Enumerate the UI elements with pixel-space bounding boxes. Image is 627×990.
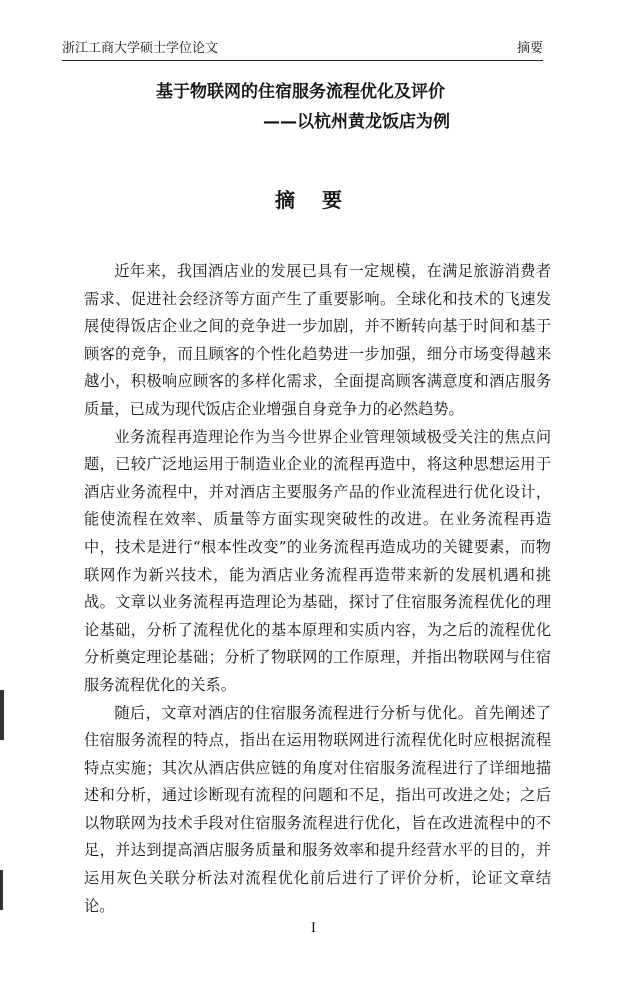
paragraph-3: 随后，文章对酒店的住宿服务流程进行分析与优化。首先阐述了住宿服务流程的特点，指出在运用物联网进行流程优化时应根据流程特点实施；其次从酒店供应链的角度对住宿服务流程进行了详细地描述和分析，通过诊断现有流程的问题和不足，指出可改进之处；之后以物联网为技术手段对住宿服务流程进行优化，旨在改进流程中的不足，并达到提高酒店服务质量和服务效率和提升经营水平的目的，并运用灰色关联分析法对流程优化前后进行了评价分析，论证文章结论。 <box>84 703 551 915</box>
title-subtitle: ——以杭州黄龙饭店为例 <box>263 112 450 132</box>
paragraph-2: 业务流程再造理论作为当今世界企业管理领域极受关注的焦点问题，已较广泛地运用于制造业企业的流程再造中，将这种思想运用于酒店业务流程中，并对酒店主要服务产品的作业流程进行优化设计，能使流程在效率、质量等方面实现突破性的改进。在业务流程再造中，技术是进行“根本性改变”的业务流程再造成功的关键要素，而物联网作为新兴技术，能为酒店业务流程再造带来新的发展机遇和挑战。文章以业务流程再造理论为基础，探讨了住宿服务流程优化的理论基础，分析了流程优化的基本原理和实质内容，为之后的流程优化分析奠定理论基础；分析了物联网的工作原理，并指出物联网与住宿服务流程优化的关系。 <box>84 427 551 694</box>
paragraph-1: 近年来，我国酒店业的发展已具有一定规模，在满足旅游消费者需求、促进社会经济等方面产生了重要影响。全球化和技术的飞速发展使得饭店企业之间的竞争进一步加剧，并不断转向基于时间和基于顾客的竞争，而且顾客的个性化趋势进一步加强，细分市场变得越来越小，积极响应顾客的多样化需求，全面提高顾客满意度和酒店服务质量，已成为现代饭店企业增强自身竞争力的必然趋势。 <box>84 262 551 418</box>
header-thesis-label: 浙江工商大学硕士学位论文 <box>62 41 219 56</box>
title-main: 基于物联网的住宿服务流程优化及评价 <box>156 82 445 102</box>
scan-edge-mark <box>0 870 3 910</box>
scan-edge-mark <box>0 690 4 740</box>
page-number: I <box>310 921 317 936</box>
abstract-body <box>84 258 551 920</box>
abstract-heading: 摘 要 <box>275 188 352 212</box>
running-header <box>62 38 543 61</box>
header-section-label: 摘要 <box>516 41 543 56</box>
